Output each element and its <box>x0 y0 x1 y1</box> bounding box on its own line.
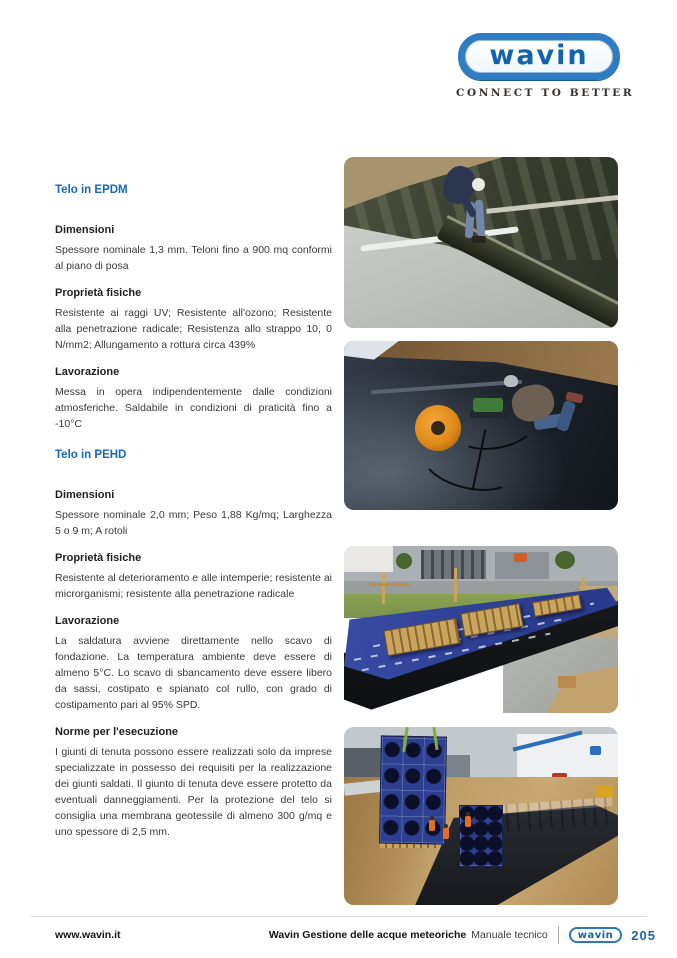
section-title: Telo in PEHD <box>55 449 127 461</box>
worker-figure <box>429 820 435 831</box>
subheading-dimensioni: Dimensioni <box>55 224 115 236</box>
paragraph: Spessore nominale 2,0 mm; Peso 1,88 Kg/mq; Larghezza 5 o 9 m; A rotoli <box>55 509 332 537</box>
section-telo-pehd <box>55 449 332 840</box>
hanging-crate-stack <box>379 735 447 844</box>
footer-manual-subtitle: Manuale tecnico <box>471 929 548 941</box>
footer-wavin-logo-text: wavin <box>577 929 614 941</box>
paragraph: I giunti di tenuta possono essere realizzati solo da imprese specializzate in possesso dei requisiti per la realizzazione dei giunti saldati. Il giunto di tenuta deve essere protetto da eventuali danneggiamenti. Per la protezione del telo si consiglia una membrana geotessile di almeno 300 g/mq e uno spessore di 2,5 mm. <box>55 746 332 838</box>
photo-epdm-installation <box>344 157 618 328</box>
footer-wavin-logo <box>569 927 623 943</box>
paragraph: Resistente al deterioramento e alle intemperie; resistente ai microrganismi; resistente alla penetrazione radicale <box>55 572 332 600</box>
wavin-logo-text: wavin <box>489 40 589 71</box>
footer-website: www.wavin.it <box>55 929 121 941</box>
paragraph: Messa in opera indipendentemente dalle condizioni atmosferiche. Saldabile in condizioni di praticità fino a -10°C <box>55 386 332 430</box>
subheading-proprieta-fisiche: Proprietà fisiche <box>55 287 142 299</box>
photo-art <box>514 553 527 562</box>
subheading-dimensioni: Dimensioni <box>55 489 115 501</box>
photo-art <box>431 421 445 435</box>
photo-art <box>454 568 457 602</box>
photo-art <box>472 236 486 243</box>
footer-vertical-divider <box>558 926 559 944</box>
photo-art <box>475 200 485 236</box>
subheading-norme-esecuzione: Norme per l'esecuzione <box>55 726 179 738</box>
footer-manual-title: Wavin Gestione delle acque meteoriche <box>268 929 467 941</box>
worker-figure <box>486 371 596 461</box>
photo-art <box>590 746 601 755</box>
subheading-lavorazione: Lavorazione <box>55 366 120 378</box>
page-number: 205 <box>631 927 656 943</box>
subheading-proprieta-fisiche: Proprietà fisiche <box>55 552 142 564</box>
section-title: Telo in EPDM <box>55 184 128 196</box>
photo-art <box>558 676 576 688</box>
paragraph: Spessore nominale 1,3 mm. Teloni fino a 900 mq conformi al piano di posa <box>55 244 332 272</box>
photo-art <box>344 546 393 572</box>
worker-figure <box>465 816 471 827</box>
photo-art <box>517 734 618 780</box>
photo-art <box>555 551 575 569</box>
footer-divider-line <box>30 916 647 917</box>
photo-art <box>472 178 485 191</box>
photo-art <box>382 574 385 604</box>
photo-art <box>504 375 518 387</box>
section-telo-epdm <box>55 184 332 432</box>
worker-figure <box>443 828 449 839</box>
photo-art <box>596 786 613 797</box>
photo-crate-field <box>344 546 618 713</box>
photo-art <box>369 583 409 586</box>
paragraph: Resistente ai raggi UV; Resistente all'ozono; Resistente alla penetrazione radicale; Resistenza allo strappo 10, 0 N/mm2; Allungamento a rottura circa 439% <box>55 307 332 351</box>
paragraph: La saldatura avviene direttamente nello scavo di fondazione. La temperatura ambiente deve essere di almeno 5°C. Lo scavo di sbancamento deve essere libero da sassi, costipato e spianato col rullo, con grado di costipamento pari al 95% SPD. <box>55 635 332 711</box>
photo-trench-install <box>344 727 618 905</box>
photo-art <box>512 730 582 751</box>
footer <box>55 924 656 946</box>
photo-art <box>556 400 577 432</box>
subheading-lavorazione: Lavorazione <box>55 615 120 627</box>
brand-tagline: CONNECT TO BETTER <box>456 87 635 99</box>
photo-pehd-welding <box>344 341 618 510</box>
worker-figure <box>426 164 506 259</box>
photo-art <box>396 553 412 569</box>
wavin-logo <box>458 33 620 80</box>
